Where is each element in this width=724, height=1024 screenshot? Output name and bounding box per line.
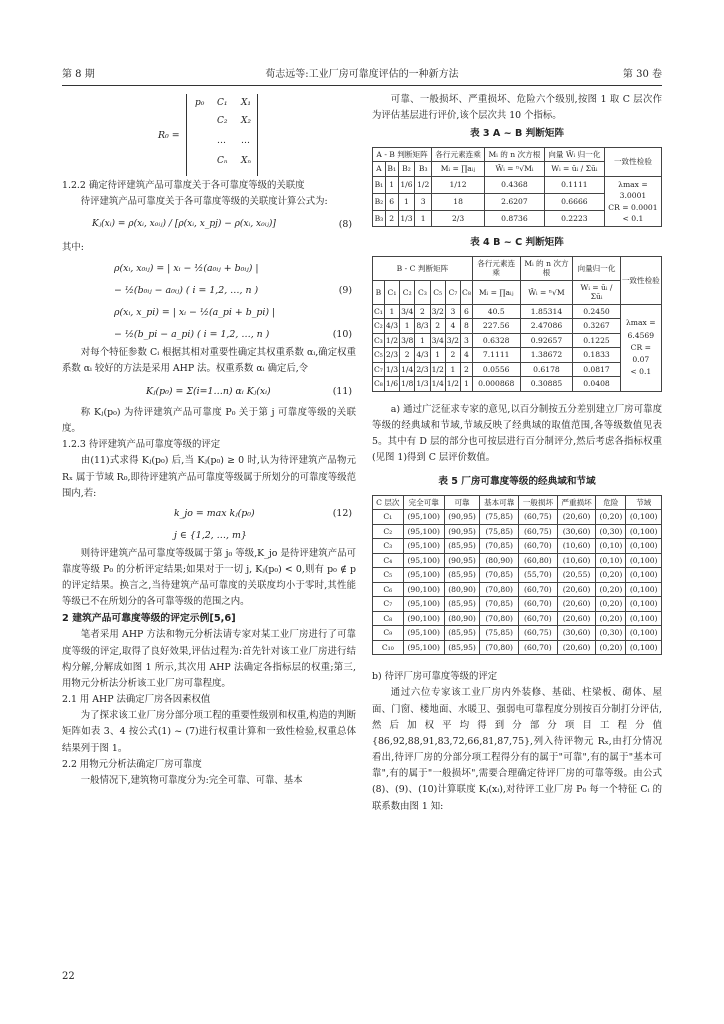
table-row xyxy=(373,377,662,391)
table-row xyxy=(373,524,662,538)
article-title: 荀志远等:工业厂房可靠度评估的一种新方法 xyxy=(265,69,459,80)
running-header xyxy=(62,66,662,84)
table-cell: (60,70) xyxy=(519,597,558,611)
paragraph: 一般情况下,建筑物可靠度分为:完全可靠、可靠、基本 xyxy=(80,774,303,786)
table-cell: 1 xyxy=(430,348,445,362)
table-cell: 1 xyxy=(398,193,415,210)
table-cell: (20,55) xyxy=(557,568,596,582)
table-cell: B₂ xyxy=(398,162,415,176)
matrix-cell: C₁ xyxy=(217,98,228,108)
table-cell: (60,75) xyxy=(519,626,558,640)
table-cell: 1/2 xyxy=(384,333,399,347)
table-cell: 1 xyxy=(400,319,415,333)
table-cell: 3 xyxy=(461,333,473,347)
table-cell: C₅ xyxy=(373,348,385,362)
table-cell: (60,70) xyxy=(519,640,558,654)
table-row xyxy=(373,597,662,611)
matrix-cell: X₁ xyxy=(241,98,252,108)
table-cell: (60,70) xyxy=(519,582,558,596)
table-cell: 1/2 xyxy=(415,176,432,193)
table-row xyxy=(373,348,662,362)
table-cell: (0,20) xyxy=(596,582,626,596)
table-cell: 0.0817 xyxy=(573,362,620,376)
table-cell: C₂ xyxy=(400,280,415,304)
section-2-2-title: 2.2 用物元分析法确定厂房可靠度 xyxy=(62,758,202,770)
table-cell: (90,100) xyxy=(403,582,444,596)
table-cell: (10,60) xyxy=(557,553,596,567)
table-cell: 1/3 xyxy=(384,362,399,376)
table-cell: 危险 xyxy=(596,495,626,509)
table-cell: 1/8 xyxy=(400,377,415,391)
table-row xyxy=(373,611,662,625)
table-row xyxy=(373,626,662,640)
table-cell: 基本可靠 xyxy=(480,495,519,509)
table-cell: 严重损坏 xyxy=(557,495,596,509)
equation-9-line-2: − ½(b₀ᵢⱼ − a₀ᵢⱼ) ( i = 1,2, …, n ) (9) xyxy=(114,284,352,296)
table-cell: 1/2 xyxy=(445,377,460,391)
table-cell: (95,100) xyxy=(403,539,444,553)
table-cell: (95,100) xyxy=(403,597,444,611)
table-cell: λmax = 6.4569 CR = 0.07 < 0.1 xyxy=(620,304,661,391)
table-cell: C₈ xyxy=(461,280,473,304)
table-cell: 2 xyxy=(461,362,473,376)
matrix-cell: … xyxy=(241,136,250,146)
table-cell: λmax = 3.0001 CR = 0.0001 < 0.1 xyxy=(604,176,661,227)
table-cell: 2/3 xyxy=(384,348,399,362)
table-cell: (60,70) xyxy=(519,611,558,625)
table-cell: 6 xyxy=(461,304,473,318)
table-cell: 1 xyxy=(385,176,398,193)
table-5-caption: 表 5 厂房可靠度等级的经典域和节域 xyxy=(438,476,596,488)
table-cell: (70,85) xyxy=(480,539,519,553)
table-cell: 向量 W̄ᵢ 归一化 xyxy=(544,147,604,161)
table-cell: (20,60) xyxy=(557,597,596,611)
table-cell: (0,10) xyxy=(596,539,626,553)
table-cell: 1/6 xyxy=(384,377,399,391)
paragraph: 则待评建筑产品可靠度等级属于第 j₀ 等级,K_jo 是待评建筑产品可靠度等级 P₀ 的分析评定结果;如果对于一切 j, Kⱼ(p₀) < 0,则有 p₀ ∉ p 的评定结果。换言之,当待建筑产品可靠度的关联度均小于零时,其性能等级已不在所划分的各可靠等级的范围之内。 xyxy=(62,547,356,608)
table-cell: B - C 判断矩阵 xyxy=(373,256,473,280)
equation-12-line-1: k_jo = max kⱼ(p₀) (12) xyxy=(174,507,352,519)
table-cell: (30,60) xyxy=(557,524,596,538)
table-cell: 0.92657 xyxy=(520,333,573,347)
table-cell: (0,100) xyxy=(626,626,662,640)
table-cell: 1.85314 xyxy=(520,304,573,318)
table-cell: C₅ xyxy=(430,280,445,304)
equation-8: Kⱼ(xᵢ) = ρ(xᵢ, x₀ᵢⱼ) / [ρ(xᵢ, x_pj) − ρ(xᵢ, x₀ᵢⱼ)] (8) xyxy=(92,219,352,231)
table-cell: 3 xyxy=(445,304,460,318)
table-cell: Mᵢ = ∏aᵢⱼ xyxy=(432,162,485,176)
table-cell: 节域 xyxy=(626,495,662,509)
table-cell: C₈ xyxy=(373,611,404,625)
table-cell: (0,100) xyxy=(626,553,662,567)
section-1-2-3-title: 1.2.3 待评建筑产品可靠度等级的评定 xyxy=(62,439,221,451)
table-cell: C₂ xyxy=(373,319,385,333)
table-cell: B xyxy=(373,280,385,304)
table-cell: (80,90) xyxy=(480,553,519,567)
table-cell: 8 xyxy=(461,319,473,333)
table-cell: 2 xyxy=(415,304,430,318)
table-cell: (20,60) xyxy=(557,582,596,596)
table-cell: B₁ xyxy=(385,162,398,176)
table-cell: 0.1111 xyxy=(544,176,604,193)
table-row xyxy=(373,256,662,280)
table-cell: (20,60) xyxy=(557,611,596,625)
table-row xyxy=(373,176,662,193)
right-column xyxy=(372,92,662,815)
table-5 xyxy=(372,495,662,655)
table-cell: (30,60) xyxy=(557,626,596,640)
table-cell: B₂ xyxy=(373,193,386,210)
table-row xyxy=(373,539,662,553)
matrix-cell: C₂ xyxy=(217,116,228,126)
table-cell: (85,95) xyxy=(444,597,480,611)
table-cell: 1 xyxy=(461,377,473,391)
table-cell: C₂ xyxy=(373,524,404,538)
left-column xyxy=(62,92,356,789)
table-cell: 1 xyxy=(384,304,399,318)
table-cell: (95,100) xyxy=(403,524,444,538)
table-cell: 2/3 xyxy=(432,210,485,227)
table-cell: C₃ xyxy=(373,333,385,347)
table-cell: 各行元素连乘 xyxy=(472,256,520,280)
table-cell: (85,95) xyxy=(444,539,480,553)
table-3 xyxy=(372,147,662,228)
equation-10-line-1: ρ(xᵢ, x_pi) = | xᵢ − ½(a_pi + b_pi) | xyxy=(114,306,276,318)
table-row xyxy=(373,568,662,582)
table-cell: (85,95) xyxy=(444,640,480,654)
section-1-2-2-title: 1.2.2 确定待评建筑产品可靠度关于各可靠度等级的关联度 xyxy=(62,180,305,191)
table-cell: C₄ xyxy=(373,553,404,567)
subsection-b-title: b) 待评厂房可靠度等级的评定 xyxy=(372,671,498,683)
table-cell: 一致性检验 xyxy=(604,147,661,176)
table-cell: (90,95) xyxy=(444,553,480,567)
table-row xyxy=(373,582,662,596)
table-cell: B₁ xyxy=(373,176,386,193)
paragraph: 通过六位专家该工业厂房内外装修、基础、柱梁板、砌体、屋面、门窗、楼地面、水暖卫、强弱电可靠程度分别按百分制打分评估,然后加权平均得到分部分项目工程分值{86,92,88,91,83,72,66,81,87,75},列入待评物元 Rₓ,由打分情况看出,待评厂房的分部分项工程得分有的属于"可靠",有的属于"基本可靠",有的属于"一般损坏",需要合理确定待评厂房的可靠等级。由公式(8)、(9)、(10)计算联度 Kⱼ(xᵢ),对待评工业厂房 P₀ 每一个特征 Cᵢ 的联系数由图 1 知: xyxy=(372,687,662,812)
table-cell: (55,70) xyxy=(519,568,558,582)
table-cell: (0,20) xyxy=(596,640,626,654)
table-cell: (0,100) xyxy=(626,582,662,596)
table-cell: 0.30885 xyxy=(520,377,573,391)
table-cell: 0.6178 xyxy=(520,362,573,376)
matrix-bracket xyxy=(186,94,258,176)
table-cell: C₁ xyxy=(373,510,404,524)
table-cell: (75,85) xyxy=(480,510,519,524)
paragraph: 笔者采用 AHP 方法和物元分析法请专家对某工业厂房进行了可靠度等级的评定,取得了良好效果,评估过程为:首先针对该工业厂房进行结构分解,分解成如图 1 所示,其次用 AHP 法确定各指标层的权重;第三,用物元分析法分析该工业厂房可靠程度。 xyxy=(62,629,356,689)
table-cell: (0,100) xyxy=(626,539,662,553)
table-cell: 3 xyxy=(415,193,432,210)
table-cell: C 层次 xyxy=(373,495,404,509)
table-cell: (95,100) xyxy=(403,553,444,567)
table-cell: 可靠 xyxy=(444,495,480,509)
paragraph: 由(11)式求得 Kⱼ(p₀) 后,当 Kⱼ(p₀) ≥ 0 时,认为待评建筑产品物元 Rₓ 属于节域 R₀,即待评建筑产品可靠度等级属于所划分的可靠度等级范围内,若: xyxy=(62,455,356,499)
table-cell: A - B 判断矩阵 xyxy=(373,147,432,161)
paragraph: 称 Kⱼ(p₀) 为待评建筑产品可靠度 P₀ 关于第 j 可靠度等级的关联度。 xyxy=(62,406,356,435)
table-row xyxy=(373,319,662,333)
table-cell: W̄ᵢ = ⁿ√M xyxy=(520,280,573,304)
table-cell: (60,75) xyxy=(519,524,558,538)
table-cell: 2 xyxy=(445,348,460,362)
matrix-cell: Cₙ xyxy=(217,156,228,166)
table-cell: C₁ xyxy=(373,304,385,318)
table-cell: C₅ xyxy=(373,568,404,582)
table-cell: (0,20) xyxy=(596,611,626,625)
table-cell: (0,100) xyxy=(626,640,662,654)
matter-element-matrix xyxy=(158,92,356,178)
table-cell: 2 xyxy=(385,210,398,227)
table-cell: (75,85) xyxy=(480,524,519,538)
table-cell: (80,90) xyxy=(444,611,480,625)
table-row xyxy=(373,553,662,567)
table-row xyxy=(373,280,662,304)
table-cell: (85,95) xyxy=(444,626,480,640)
table-cell: 0.3267 xyxy=(573,319,620,333)
equation-10-line-2: − ½(b_pi − a_pi) ( i = 1,2, …, n ) (10) xyxy=(114,328,352,340)
table-cell: (10,60) xyxy=(557,539,596,553)
table-row xyxy=(373,495,662,509)
table-cell: 1/12 xyxy=(432,176,485,193)
table-cell: 1.38672 xyxy=(520,348,573,362)
matrix-cell: Xₙ xyxy=(241,156,252,166)
table-cell: 40.5 xyxy=(472,304,520,318)
table-cell: (20,60) xyxy=(557,510,596,524)
table-cell: 1 xyxy=(415,333,430,347)
matrix-cell: … xyxy=(217,136,226,146)
table-cell: 一般损坏 xyxy=(519,495,558,509)
table-cell: A xyxy=(373,162,386,176)
table-cell: 1 xyxy=(415,210,432,227)
table-row xyxy=(373,333,662,347)
table-cell: (0,100) xyxy=(626,568,662,582)
table-cell: 0.2450 xyxy=(573,304,620,318)
where-label: 其中: xyxy=(62,242,84,254)
table-cell: 0.2223 xyxy=(544,210,604,227)
table-cell: Mᵢ 的 n 次方根 xyxy=(520,256,573,280)
table-cell: (0,100) xyxy=(626,524,662,538)
table-cell: C₆ xyxy=(373,582,404,596)
table-cell: C₁₀ xyxy=(373,640,404,654)
equation-9-line-1: ρ(xᵢ, x₀ᵢⱼ) = | xᵢ − ½(a₀ᵢⱼ + b₀ᵢⱼ) | xyxy=(114,262,259,274)
table-cell: (0,100) xyxy=(626,510,662,524)
table-cell: 2 xyxy=(430,319,445,333)
table-cell: 2.6207 xyxy=(485,193,545,210)
matrix-cell: X₂ xyxy=(241,116,252,126)
table-cell: 1/2 xyxy=(430,362,445,376)
table-cell: 0.0408 xyxy=(573,377,620,391)
table-cell: 1/4 xyxy=(430,377,445,391)
table-cell: (75,85) xyxy=(480,626,519,640)
table-cell: 3/2 xyxy=(430,304,445,318)
equation-11: Kⱼ(p₀) = Σ(i=1…n) αᵢ Kⱼ(xᵢ) (11) xyxy=(146,385,352,397)
table-row xyxy=(373,640,662,654)
table-row xyxy=(373,147,662,161)
table-cell: 1 xyxy=(445,362,460,376)
table-cell: C₃ xyxy=(415,280,430,304)
table-cell: (80,90) xyxy=(444,582,480,596)
matrix-label: R₀ = xyxy=(158,130,180,141)
table-cell: 2 xyxy=(400,348,415,362)
table-cell: 8/3 xyxy=(415,319,430,333)
page-number: 22 xyxy=(62,971,75,982)
issue-number: 第 8 期 xyxy=(62,69,95,80)
table-cell: 2/3 xyxy=(415,362,430,376)
paragraph: 对每个特征参数 Cᵢ 根据其相对重要性确定其权重系数 αᵢ,确定权重系数 αᵢ 较好的方法是采用 AHP 法。权重系数 αᵢ 确定后,令 xyxy=(62,346,356,374)
paragraph: 为了探求该工业厂房分部分项工程的重要性级别和权重,构造的判断矩阵如表 3、4 按公式(1) ~ (7)进行权重计算和一致性检验,权重总体结果列于图 1。 xyxy=(62,710,356,754)
table-cell: Wᵢ = ūᵢ / Σūᵢ xyxy=(544,162,604,176)
table-row xyxy=(373,510,662,524)
table-cell: (70,80) xyxy=(480,611,519,625)
table-cell: (0,30) xyxy=(596,626,626,640)
table-cell: 0.6666 xyxy=(544,193,604,210)
table-cell: 1/3 xyxy=(415,377,430,391)
equation-12-line-2: j ∈ {1,2, …, m} xyxy=(174,529,247,541)
section-2-1-title: 2.1 用 AHP 法确定厂房各因素权值 xyxy=(62,694,211,706)
table-cell: 一致性检验 xyxy=(620,256,661,304)
table-4 xyxy=(372,256,662,392)
table-cell: B₃ xyxy=(373,210,386,227)
table-cell: 18 xyxy=(432,193,485,210)
table-cell: (70,85) xyxy=(480,597,519,611)
table-cell: C₈ xyxy=(373,377,385,391)
table-cell: 2.47086 xyxy=(520,319,573,333)
table-cell: W̄ᵢ = ⁿ√Mᵢ xyxy=(485,162,545,176)
table-cell: C₇ xyxy=(445,280,460,304)
paragraph: 可靠、一般损坏、严重损坏、危险六个级别,按图 1 取 C 层次作为评估基层进行评价,该个层次共 10 个指标。 xyxy=(372,94,662,122)
table-cell: 7.1111 xyxy=(472,348,520,362)
table-cell: B₃ xyxy=(415,162,432,176)
table-cell: 4 xyxy=(445,319,460,333)
table-cell: (70,80) xyxy=(480,582,519,596)
table-cell: C₇ xyxy=(373,597,404,611)
matrix-cell: p₀ xyxy=(195,98,205,108)
table-cell: (20,60) xyxy=(557,640,596,654)
table-cell: (85,95) xyxy=(444,568,480,582)
table-cell: 1/6 xyxy=(398,176,415,193)
table-cell: C₁ xyxy=(384,280,399,304)
table-cell: (95,100) xyxy=(403,626,444,640)
table-cell: 3/8 xyxy=(400,333,415,347)
table-cell: 完全可靠 xyxy=(403,495,444,509)
table-cell: 3/4 xyxy=(430,333,445,347)
table-cell: (70,85) xyxy=(480,568,519,582)
table-cell: 0.6328 xyxy=(472,333,520,347)
table-cell: 4/3 xyxy=(384,319,399,333)
header-rule xyxy=(62,85,662,86)
table-cell: (0,20) xyxy=(596,510,626,524)
table-cell: 3/2 xyxy=(445,333,460,347)
table-cell: (60,70) xyxy=(519,539,558,553)
table-cell: (95,100) xyxy=(403,568,444,582)
table-cell: 0.000868 xyxy=(472,377,520,391)
table-cell: (0,10) xyxy=(596,553,626,567)
table-cell: C₉ xyxy=(373,626,404,640)
paragraph: 待评建筑产品可靠度关于各可靠度等级的关联度计算公式为: xyxy=(80,196,328,208)
section-2-title: 2 建筑产品可靠度等级的评定示例[5,6] xyxy=(62,612,236,624)
table-row xyxy=(373,304,662,318)
table-3-caption: 表 3 A ~ B 判断矩阵 xyxy=(469,128,565,140)
table-cell: (60,80) xyxy=(519,553,558,567)
table-cell: 6 xyxy=(385,193,398,210)
table-cell: (70,80) xyxy=(480,640,519,654)
table-cell: 3/4 xyxy=(400,304,415,318)
table-cell: 0.1833 xyxy=(573,348,620,362)
table-cell: Mᵢ = ∏aᵢⱼ xyxy=(472,280,520,304)
table-cell: 4 xyxy=(461,348,473,362)
table-cell: 1/3 xyxy=(398,210,415,227)
table-cell: 向量归一化 xyxy=(573,256,620,280)
table-cell: (0,20) xyxy=(596,597,626,611)
table-cell: (90,100) xyxy=(403,611,444,625)
table-cell: (60,75) xyxy=(519,510,558,524)
table-cell: 1/4 xyxy=(400,362,415,376)
table-cell: 0.0556 xyxy=(472,362,520,376)
table-cell: 0.1225 xyxy=(573,333,620,347)
table-cell: 0.8736 xyxy=(485,210,545,227)
paragraph: a) 通过广泛征求专家的意见,以百分制按五分差别建立厂房可靠度等级的经典域和节域,节域反映了经典域的取值范围,各等级数值见表 5。其中有 D 层的部分也可按层进行百分制评分,然后考虑各指标权重(见图 1)得到 C 层评价数值。 xyxy=(372,403,662,464)
table-cell: (90,95) xyxy=(444,524,480,538)
table-cell: 4/3 xyxy=(415,348,430,362)
table-cell: (0,20) xyxy=(596,568,626,582)
table-cell: (0,100) xyxy=(626,611,662,625)
table-cell: C₃ xyxy=(373,539,404,553)
table-cell: (95,100) xyxy=(403,640,444,654)
table-cell: Wᵢ = ūᵢ / Σūᵢ xyxy=(573,280,620,304)
table-row xyxy=(373,362,662,376)
table-cell: (0,30) xyxy=(596,524,626,538)
table-cell: (95,100) xyxy=(403,510,444,524)
table-cell: Mᵢ 的 n 次方根 xyxy=(485,147,545,161)
volume-number: 第 30 卷 xyxy=(622,69,662,80)
table-cell: 227.56 xyxy=(472,319,520,333)
table-cell: C₇ xyxy=(373,362,385,376)
table-cell: 各行元素连乘 xyxy=(432,147,485,161)
table-cell: (90,95) xyxy=(444,510,480,524)
table-4-caption: 表 4 B ~ C 判断矩阵 xyxy=(470,237,564,249)
table-cell: 0.4368 xyxy=(485,176,545,193)
table-cell: (0,100) xyxy=(626,597,662,611)
